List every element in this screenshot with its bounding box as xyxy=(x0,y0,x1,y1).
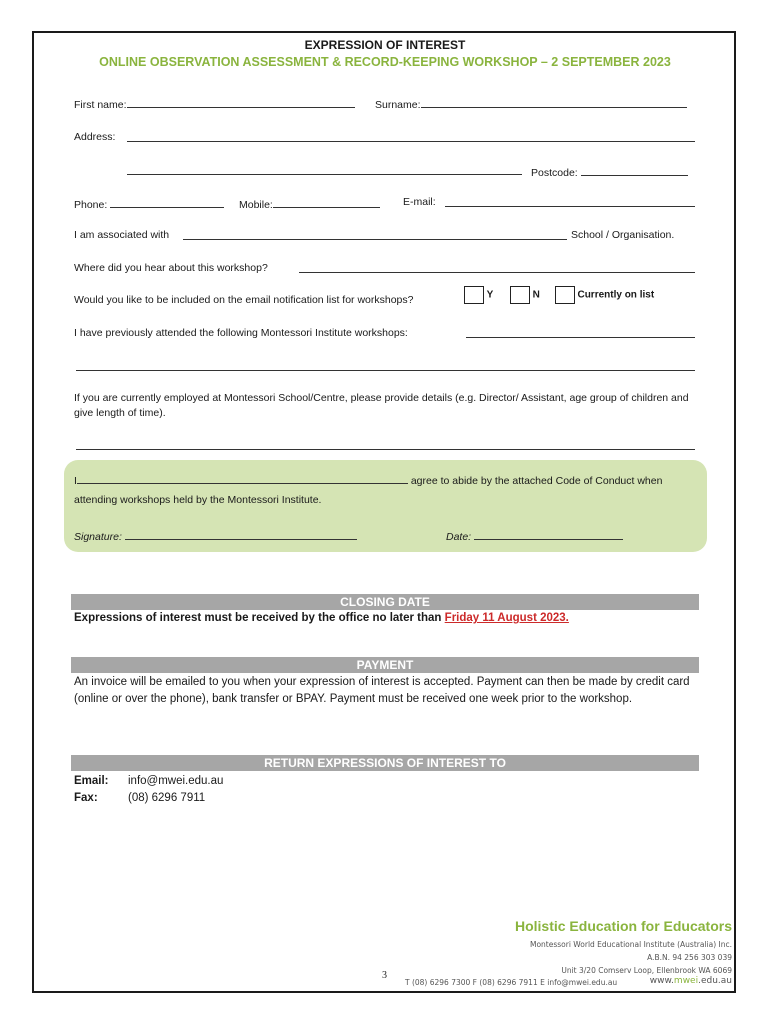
previous-workshops-field[interactable] xyxy=(466,337,695,338)
option-n-label: N xyxy=(532,289,540,301)
previous-workshops-field-line2[interactable] xyxy=(76,370,695,371)
return-email-label: Email: xyxy=(74,775,109,787)
return-fax-row xyxy=(74,790,223,807)
footer-web-suffix: .edu.au xyxy=(698,976,732,986)
postcode-field[interactable] xyxy=(581,164,688,176)
mobile-field[interactable] xyxy=(273,196,380,208)
footer-web-brand: mwei xyxy=(673,976,699,986)
email-list-options xyxy=(464,286,654,304)
email-list-question: Would you like to be included on the email notification list for workshops? xyxy=(74,294,414,306)
closing-date-value: Friday 11 August 2023. xyxy=(444,612,569,624)
closing-date-row xyxy=(74,612,569,624)
signature-row xyxy=(74,528,357,543)
postcode-row xyxy=(531,164,688,179)
first-name-row xyxy=(74,96,355,111)
return-heading: RETURN EXPRESSIONS OF INTEREST TO xyxy=(71,755,699,771)
phone-field[interactable] xyxy=(110,196,224,208)
first-name-field[interactable] xyxy=(127,96,355,108)
address-label: Address: xyxy=(74,131,116,143)
employment-field[interactable] xyxy=(76,449,695,450)
checkbox-currently-on-list[interactable] xyxy=(555,286,575,304)
address-field-line2[interactable] xyxy=(127,174,522,175)
address-field-line1[interactable] xyxy=(127,141,695,142)
checkbox-yes[interactable] xyxy=(464,286,484,304)
checkbox-no[interactable] xyxy=(510,286,530,304)
agreement-name-field[interactable] xyxy=(77,472,408,484)
mobile-label: Mobile: xyxy=(239,199,273,211)
previous-workshops-label: I have previously attended the following Montessori Institute workshops: xyxy=(74,327,408,339)
surname-row xyxy=(375,96,687,111)
hear-about-field[interactable] xyxy=(299,272,695,273)
date-field[interactable] xyxy=(474,528,623,540)
first-name-label: First name: xyxy=(74,99,127,111)
return-fax-value: (08) 6296 7911 xyxy=(128,792,206,804)
option-current-label: Currently on list xyxy=(577,289,655,301)
email-field[interactable] xyxy=(445,206,695,207)
school-org-label: School / Organisation. xyxy=(571,229,675,241)
address-row xyxy=(74,131,115,143)
form-title: EXPRESSION OF INTEREST xyxy=(304,38,466,52)
postcode-label: Postcode: xyxy=(531,167,578,179)
footer-contact: T (08) 6296 7300 F (08) 6296 7911 E info@mwei.edu.au xyxy=(405,978,618,987)
return-email-value[interactable]: info@mwei.edu.au xyxy=(128,775,224,787)
employment-instructions: If you are currently employed at Montessori School/Centre, please provide details (e.g. Director/ Assistant, age group of children and give length of time). xyxy=(74,392,689,419)
footer-address: Unit 3/20 Comserv Loop, Ellenbrook WA 6069 xyxy=(561,966,732,975)
return-details xyxy=(74,773,223,807)
footer-abn: A.B.N. 94 256 303 039 xyxy=(647,953,732,962)
date-row xyxy=(446,528,623,543)
mobile-row xyxy=(239,196,380,211)
agreement-prefix: I xyxy=(74,475,77,487)
payment-text: An invoice will be emailed to you when your expression of interest is accepted. Payment can then be made by credit card (online or over the phone), bank transfer or BPAY. Payment must be received one week prior to the workshop. xyxy=(74,676,690,705)
closing-date-text: Expressions of interest must be received by the office no later than xyxy=(74,612,442,624)
payment-heading: PAYMENT xyxy=(71,657,699,673)
workshop-subtitle: ONLINE OBSERVATION ASSESSMENT & RECORD-KEEPING WORKSHOP – 2 SEPTEMBER 2023 xyxy=(99,55,671,69)
surname-label: Surname: xyxy=(375,99,421,111)
footer-org: Montessori World Educational Institute (Australia) Inc. xyxy=(529,940,732,949)
associated-label: I am associated with xyxy=(74,229,170,241)
return-email-row xyxy=(74,773,223,790)
page-number: 3 xyxy=(382,970,387,981)
agreement-text-2: attending workshops held by the Montessori Institute. xyxy=(74,494,322,506)
footer-website[interactable] xyxy=(650,976,732,986)
option-y-label: Y xyxy=(486,289,494,301)
associated-field[interactable] xyxy=(183,239,567,240)
closing-date-heading: CLOSING DATE xyxy=(71,594,699,610)
phone-row xyxy=(74,196,224,211)
signature-label: Signature: xyxy=(74,531,122,543)
footer-web-prefix: www. xyxy=(649,976,674,986)
footer-brand: Holistic Education for Educators xyxy=(514,918,732,934)
hear-about-label: Where did you hear about this workshop? xyxy=(74,262,268,274)
signature-field[interactable] xyxy=(125,528,357,540)
email-label: E-mail: xyxy=(403,196,436,208)
email-row xyxy=(403,196,436,208)
agreement-text-1: agree to abide by the attached Code of Conduct when xyxy=(410,475,663,487)
phone-label: Phone: xyxy=(74,199,108,211)
agreement-row xyxy=(74,472,662,487)
date-label: Date: xyxy=(446,531,472,543)
return-fax-label: Fax: xyxy=(74,792,98,804)
surname-field[interactable] xyxy=(421,96,687,108)
associated-row xyxy=(74,229,169,241)
